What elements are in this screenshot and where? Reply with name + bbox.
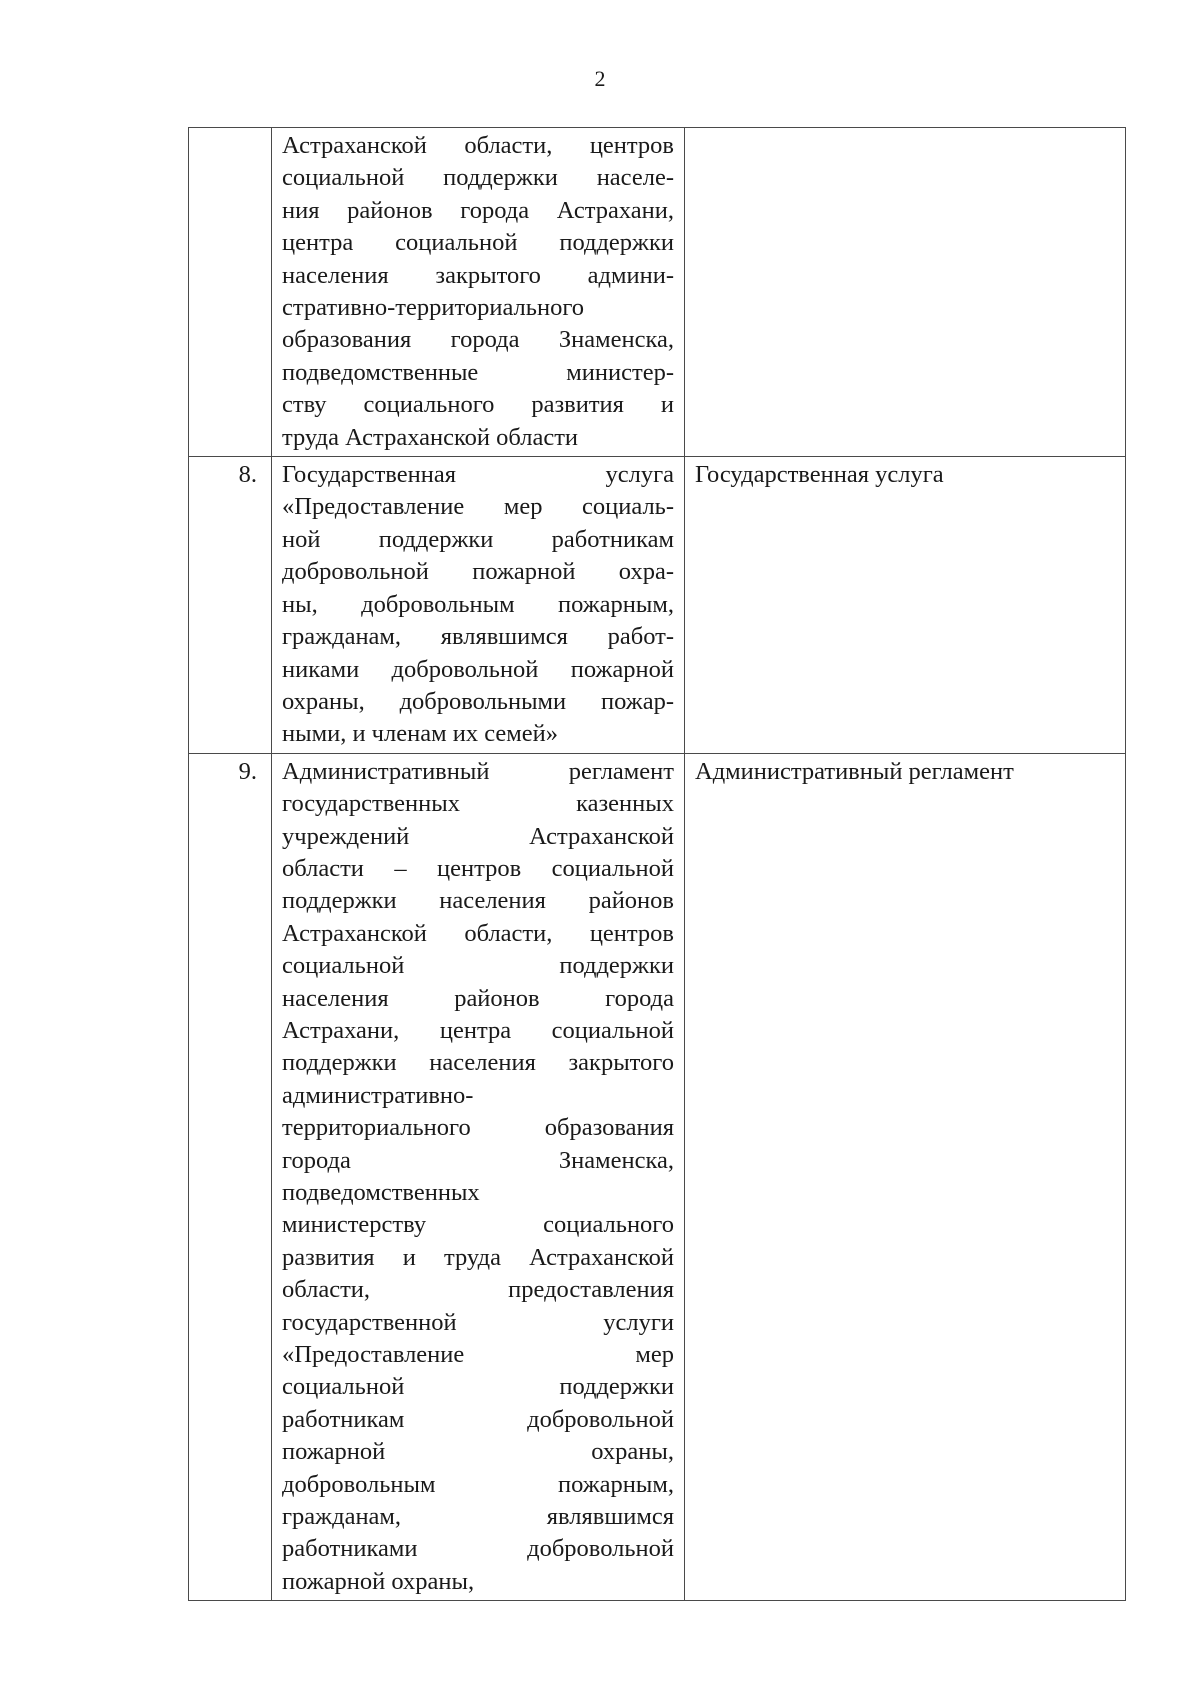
description-line: охраны, добровольными пожар- [282,687,674,715]
description-line: развития и труда Астраханской [282,1243,674,1271]
description-line: социальной поддержки [282,952,674,980]
description-line: ния районов города Астрахани, [282,196,674,224]
description-line: учреждений Астраханской [282,822,674,850]
description-line: «Предоставление мер социаль- [282,493,674,521]
description-line: Астраханской области, центров [282,132,674,159]
description-line: стративно-территориального [282,294,585,322]
document-table [188,127,1126,1601]
description-line: подведомственных [282,1179,480,1206]
page-number: 2 [594,66,606,91]
description-line: работникам добровольной [282,1405,674,1433]
description-cell [272,457,685,754]
description-line: добровольной пожарной охра- [282,558,674,586]
row-number-cell: 9. [189,753,272,1601]
description-line: пожарной охраны, [282,1567,475,1595]
description-line: административно- [282,1081,474,1109]
description-line: области – центров социальной [282,854,674,882]
description-line: гражданам, являвшимся работ- [282,623,674,651]
description-line: работниками добровольной [282,1535,674,1563]
description-line: территориального образования [282,1114,674,1142]
table-row [189,457,1126,754]
description-line: подведомственные министер- [282,358,674,386]
description-line: города Знаменска, [282,1146,674,1174]
description-line: никами добровольной пожарной [282,655,674,683]
description-line: добровольным пожарным, [282,1470,674,1498]
description-line: «Предоставление мер [282,1341,674,1369]
table-row [189,753,1126,1601]
description-line: области, предоставления [282,1276,674,1304]
description-line: государственной услуги [282,1308,674,1336]
description-line: поддержки населения закрытого [282,1049,674,1077]
description-cell [272,128,685,457]
description-line: Административный регламент [282,757,674,785]
description-line: социальной поддержки [282,1373,674,1401]
table-row [189,128,1126,457]
description-line: ной поддержки работникам [282,525,674,553]
description-line: ству социального развития и [282,391,674,419]
description-line: населения районов города [282,984,674,1012]
description-line: Государственная услуга [282,461,674,489]
description-line: министерству социального [282,1211,674,1239]
description-line: ны, добровольным пожарным, [282,590,674,618]
description-line: ными, и членам их семей» [282,720,558,748]
description-line: пожарной охраны, [282,1438,674,1466]
description-line: образования города Знаменска, [282,326,674,354]
document-type-cell [685,128,1126,457]
description-line: поддержки населения районов [282,887,674,915]
description-line: труда Астраханской области [282,423,579,451]
description-cell [272,753,685,1601]
row-number-cell [189,128,272,457]
description-line: центра социальной поддержки [282,229,674,257]
table-body [189,128,1126,1601]
description-line: социальной поддержки населе- [282,164,674,192]
description-line: Астрахани, центра социальной [282,1016,674,1044]
document-type-cell: Государственная услуга [685,457,1126,754]
description-line: гражданам, являвшимся [282,1503,674,1531]
row-number-cell: 8. [189,457,272,754]
description-line: государственных казенных [282,790,674,818]
description-line: Астраханской области, центров [282,919,674,947]
document-type-cell: Административный регламент [685,753,1126,1601]
description-line: населения закрытого админи- [282,261,674,289]
